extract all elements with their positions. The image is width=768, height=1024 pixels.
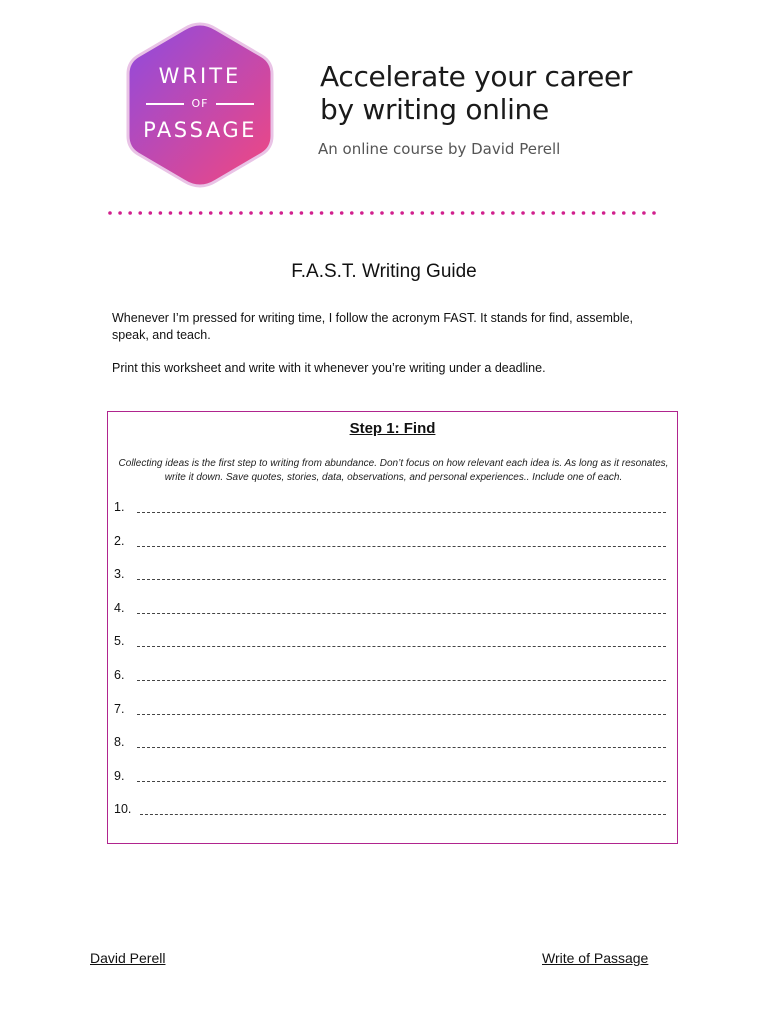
tagline-line-1: Accelerate your career: [320, 60, 633, 93]
divider-dot: [320, 211, 324, 215]
divider-dot: [360, 211, 364, 215]
divider-dot: [259, 211, 263, 215]
divider-dot: [148, 211, 152, 215]
divider-dot: [420, 211, 424, 215]
divider-dot: [219, 211, 223, 215]
divider-dot: [622, 211, 626, 215]
dotted-divider: [108, 210, 656, 216]
divider-dot: [118, 211, 122, 215]
writing-line-row[interactable]: [114, 668, 666, 684]
step-title: Step 1: Find: [349, 420, 436, 437]
blank-answer-line[interactable]: [137, 781, 666, 782]
divider-dot: [441, 211, 445, 215]
divider-dot: [521, 211, 525, 215]
blank-answer-line[interactable]: [137, 680, 666, 681]
course-subline: An online course by David Perell: [318, 140, 561, 158]
logo-word-write: WRITE: [158, 64, 242, 88]
document-title: F.A.S.T. Writing Guide: [291, 261, 477, 282]
divider-dot: [410, 211, 414, 215]
writing-line-row[interactable]: [114, 534, 666, 550]
writing-line-row[interactable]: [114, 601, 666, 617]
divider-dot: [562, 211, 566, 215]
divider-dot: [612, 211, 616, 215]
line-number: 2.: [114, 533, 125, 548]
divider-dot: [531, 211, 535, 215]
writing-line-row[interactable]: [114, 634, 666, 650]
writing-line-row[interactable]: [114, 500, 666, 516]
divider-dot: [269, 211, 273, 215]
line-number: 1.: [114, 500, 125, 514]
divider-dot: [249, 211, 253, 215]
line-number: 9.: [114, 768, 125, 783]
line-number: 8.: [114, 735, 125, 750]
divider-dot: [471, 211, 475, 215]
divider-dot: [209, 211, 213, 215]
blank-answer-line[interactable]: [137, 579, 666, 580]
tagline-line-2: by writing online: [320, 93, 549, 126]
divider-dot: [602, 211, 606, 215]
blank-answer-line[interactable]: [140, 814, 666, 815]
writing-line-row[interactable]: [114, 702, 666, 718]
divider-dot: [279, 211, 283, 215]
divider-dot: [239, 211, 243, 215]
writing-line-row[interactable]: [114, 769, 666, 785]
divider-dot: [451, 211, 455, 215]
intro-paragraph: Whenever I’m pressed for writing time, I follow the acronym FAST. It stands for find, assemble, speak, and teach.: [112, 311, 634, 342]
divider-dot: [350, 211, 354, 215]
line-number: 3.: [114, 567, 125, 582]
footer-course-link[interactable]: Write of Passage: [542, 950, 649, 966]
logo-word-of: OF: [191, 97, 209, 110]
divider-dot: [592, 211, 596, 215]
blank-answer-line[interactable]: [137, 546, 666, 547]
divider-dot: [330, 211, 334, 215]
step-1-box: [107, 411, 678, 844]
divider-dot: [390, 211, 394, 215]
divider-dot: [541, 211, 545, 215]
divider-dot: [179, 211, 183, 215]
blank-answer-line[interactable]: [137, 747, 666, 748]
divider-dot: [370, 211, 374, 215]
divider-dot: [491, 211, 495, 215]
divider-dot: [169, 211, 173, 215]
blank-answer-line[interactable]: [137, 714, 666, 715]
writing-line-row[interactable]: [114, 735, 666, 751]
line-number: 7.: [114, 701, 125, 716]
line-number: 10.: [114, 802, 132, 817]
divider-dot: [128, 211, 132, 215]
blank-answer-line[interactable]: [137, 512, 666, 513]
writing-line-row[interactable]: [114, 567, 666, 583]
divider-dot: [380, 211, 384, 215]
divider-dot: [431, 211, 435, 215]
divider-dot: [652, 211, 656, 215]
line-number: 4.: [114, 600, 125, 615]
divider-dot: [572, 211, 576, 215]
divider-dot: [199, 211, 203, 215]
divider-dot: [189, 211, 193, 215]
divider-dot: [229, 211, 233, 215]
line-number: 6.: [114, 668, 125, 682]
divider-dot: [400, 211, 404, 215]
writing-line-row[interactable]: [114, 802, 666, 818]
divider-dot: [551, 211, 555, 215]
divider-dot: [310, 211, 314, 215]
logo-rule-right: [216, 103, 254, 105]
line-number: 5.: [114, 634, 125, 649]
blank-answer-line[interactable]: [137, 646, 666, 647]
divider-dot: [108, 211, 112, 215]
footer-author-link[interactable]: David Perell: [90, 950, 166, 966]
instruction-paragraph: Print this worksheet and write with it whenever you’re writing under a deadline.: [112, 361, 546, 375]
divider-dot: [642, 211, 646, 215]
divider-dot: [300, 211, 304, 215]
write-of-passage-logo: [124, 20, 276, 190]
blank-answer-line[interactable]: [137, 613, 666, 614]
divider-dot: [290, 211, 294, 215]
logo-word-passage: PASSAGE: [143, 118, 257, 142]
divider-dot: [461, 211, 465, 215]
divider-dot: [632, 211, 636, 215]
course-tagline: [320, 60, 632, 126]
divider-dot: [481, 211, 485, 215]
divider-dot: [511, 211, 515, 215]
step-description: Collecting ideas is the first step to writing from abundance. Don’t focus on how relevant each idea is. As long as it resonates, write it down. Save quotes, stories, data, observations, and personal experiences.. Include one of each.: [118, 458, 669, 483]
divider-dot: [159, 211, 163, 215]
divider-dot: [501, 211, 505, 215]
divider-dot: [138, 211, 142, 215]
divider-dot: [582, 211, 586, 215]
divider-dot: [340, 211, 344, 215]
